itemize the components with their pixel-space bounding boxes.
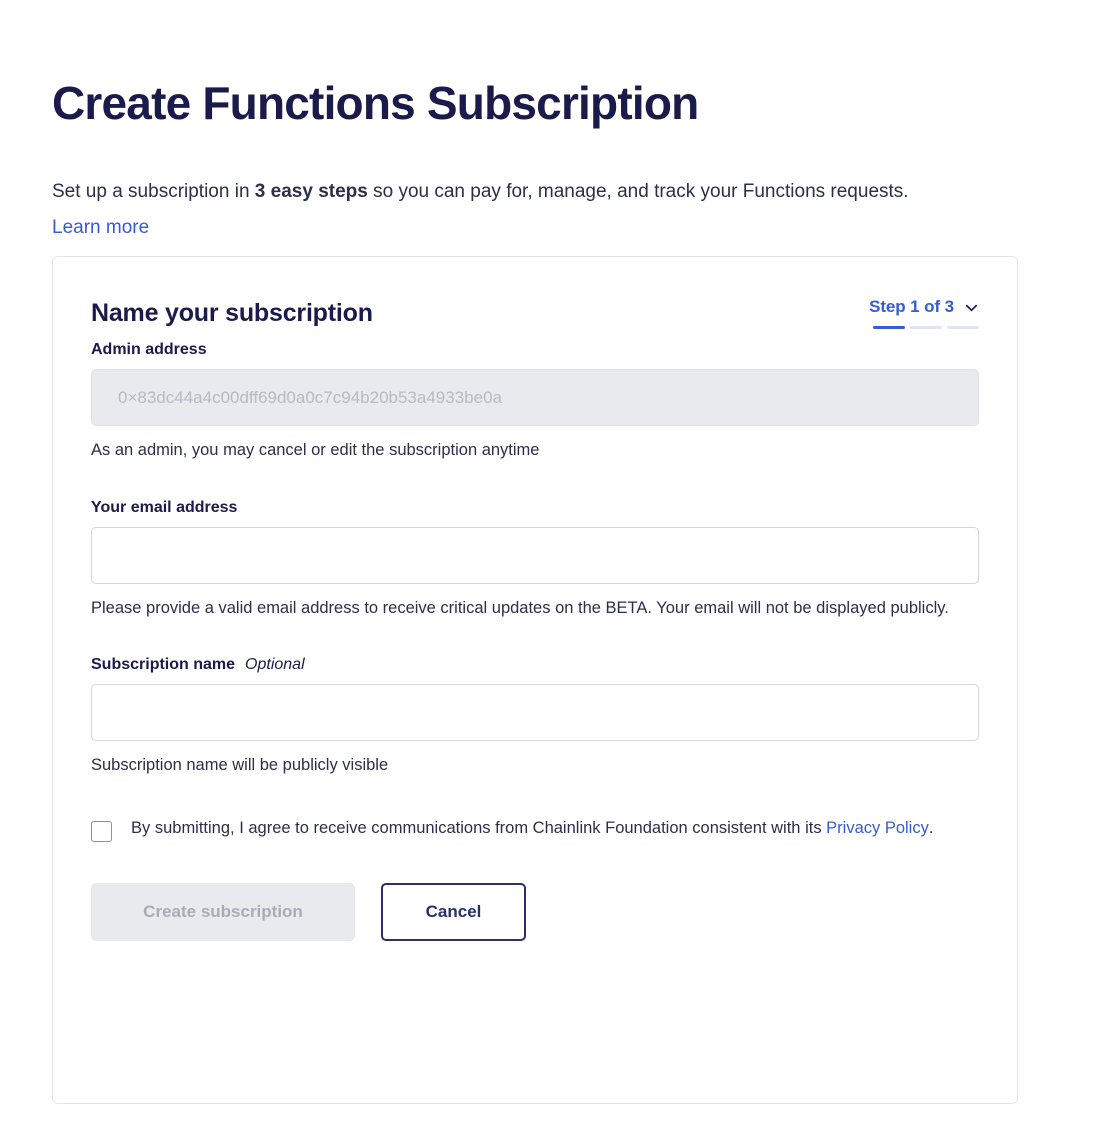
page-subtitle (52, 174, 932, 246)
subscription-form (53, 341, 1017, 941)
subscription-name-group (91, 656, 979, 778)
step-progress (873, 326, 979, 329)
subtitle-emphasis: 3 easy steps (254, 181, 368, 202)
step-progress-2 (910, 326, 942, 329)
step-progress-1 (873, 326, 905, 329)
subscription-name-input[interactable] (91, 684, 979, 741)
cancel-button[interactable]: Cancel (381, 883, 526, 941)
page-title: Create Functions Subscription (52, 76, 699, 129)
privacy-policy-link[interactable]: Privacy Policy (826, 819, 929, 837)
card-header (53, 257, 1017, 341)
chevron-down-icon[interactable] (964, 300, 979, 315)
subscription-card (52, 256, 1018, 1104)
learn-more-link[interactable]: Learn more (52, 217, 150, 238)
consent-row (91, 816, 971, 842)
form-actions (91, 883, 979, 941)
step-row[interactable] (869, 297, 979, 317)
email-field[interactable] (91, 527, 979, 584)
admin-address-label: Admin address (91, 341, 207, 358)
subscription-name-label-text: Subscription name (91, 656, 236, 673)
step-indicator[interactable] (869, 297, 979, 329)
step-label: Step 1 of 3 (869, 297, 954, 316)
subscription-name-optional: Optional (245, 656, 305, 673)
admin-address-input[interactable] (91, 369, 979, 426)
step-progress-3 (947, 326, 979, 329)
create-subscription-button[interactable]: Create subscription (91, 883, 355, 941)
consent-checkbox[interactable] (91, 821, 112, 842)
consent-text-after: . (928, 819, 934, 837)
consent-text-before: By submitting, I agree to receive communications from Chainlink Foundation consistent with its (131, 819, 827, 837)
admin-address-help: As an admin, you may cancel or edit the subscription anytime (91, 441, 540, 459)
subtitle-text-2: so you can pay for, manage, and track your Functions requests. (367, 181, 909, 202)
subscription-name-help: Subscription name will be publicly visible (91, 756, 389, 774)
admin-address-group (91, 341, 979, 463)
email-help: Please provide a valid email address to receive critical updates on the BETA. Your email will not be displayed publicly. (91, 599, 949, 617)
subtitle-text-1: Set up a subscription in (52, 181, 255, 202)
card-title: Name your subscription (91, 299, 373, 327)
subscription-name-label (91, 656, 979, 674)
email-label: Your email address (91, 499, 238, 516)
email-group (91, 499, 979, 621)
consent-text (131, 816, 933, 841)
